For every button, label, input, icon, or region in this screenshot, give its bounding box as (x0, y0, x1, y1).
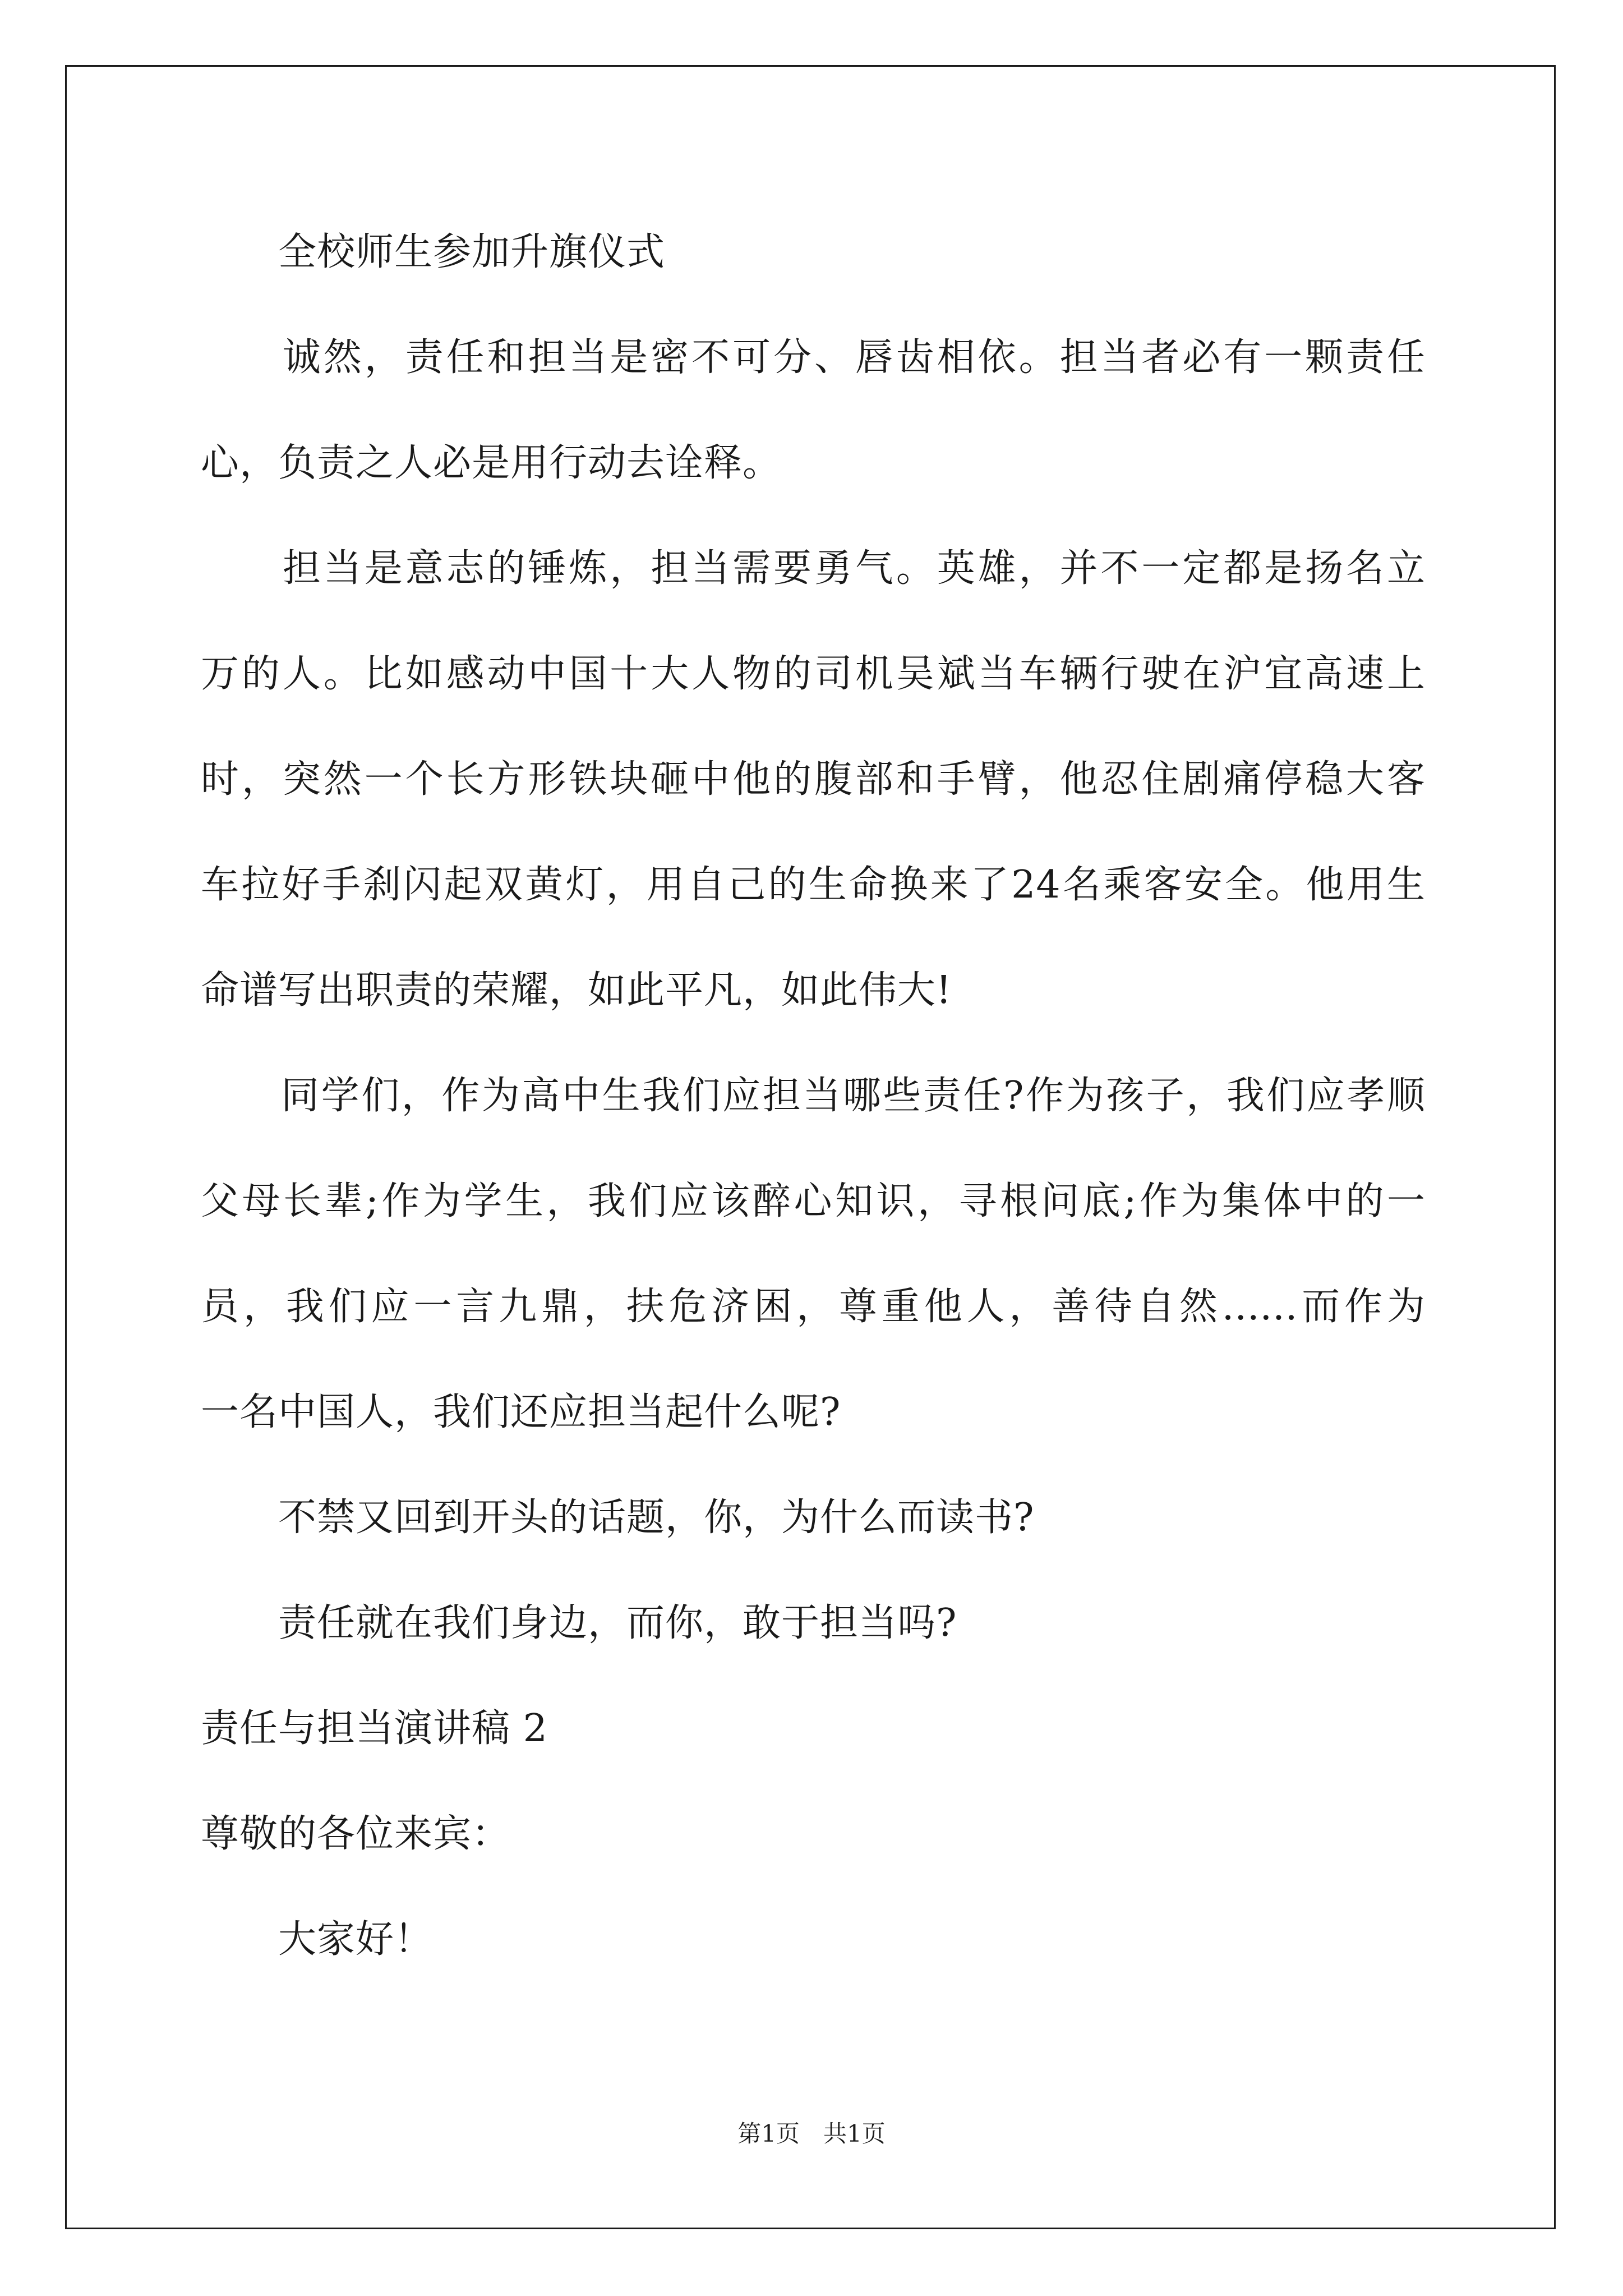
text-line: 时，突然一个长方形铁块砸中他的腹部和手臂，他忍住剧痛停稳大客 (201, 757, 1426, 802)
text-line: 一名中国人，我们还应担当起什么呢? (201, 1390, 841, 1434)
text-line: 万的人。比如感动中国十大人物的司机吴斌当车辆行驶在沪宜高速上 (201, 652, 1426, 696)
text-line: 担当是意志的锤炼，担当需要勇气。英雄，并不一定都是扬名立 (201, 546, 1426, 591)
text-line: 全校师生参加升旗仪式 (201, 230, 666, 274)
text-line: 命谱写出职责的荣耀，如此平凡，如此伟大! (201, 968, 952, 1013)
section-heading: 责任与担当演讲稿 2 (201, 1706, 548, 1751)
page-number: 第1页 共1页 (737, 2120, 886, 2147)
text-line: 父母长辈;作为学生，我们应该醉心知识，寻根问底;作为集体中的一 (201, 1179, 1426, 1223)
text-line: 车拉好手刹闪起双黄灯，用自己的生命换来了24名乘客安全。他用生 (201, 863, 1426, 907)
greeting: 大家好！ (201, 1917, 434, 1962)
text-line: 员，我们应一言九鼎，扶危济困，尊重他人，善待自然......而作为 (201, 1285, 1426, 1329)
text-line: 责任就在我们身边，而你，敢于担当吗? (201, 1601, 957, 1645)
page-border (65, 65, 1556, 2229)
salutation: 尊敬的各位来宾： (201, 1812, 511, 1856)
text-line: 心，负责之人必是用行动去诠释。 (201, 441, 782, 485)
text-line: 诚然，责任和担当是密不可分、唇齿相依。担当者必有一颗责任 (201, 335, 1426, 380)
text-line: 同学们，作为高中生我们应担当哪些责任?作为孩子，我们应孝顺 (201, 1074, 1426, 1118)
text-line: 不禁又回到开头的话题，你，为什么而读书? (201, 1496, 1035, 1540)
